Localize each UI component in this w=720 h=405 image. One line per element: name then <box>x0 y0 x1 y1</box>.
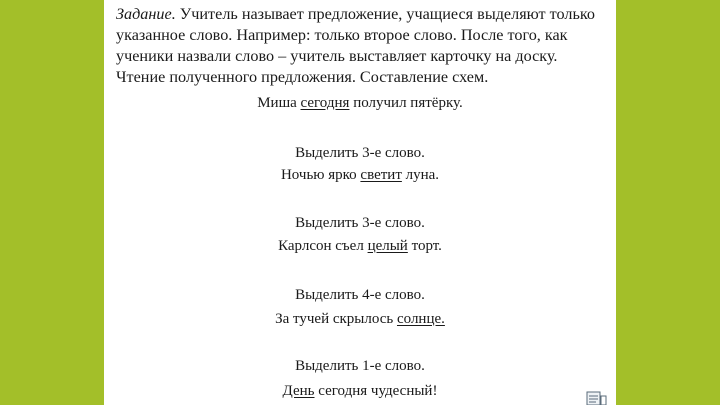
example-sentence-4: За тучей скрылось солнце. <box>275 311 445 327</box>
task-lead: Задание. <box>116 5 176 23</box>
instruction-3: Выделить 3-е слово. <box>295 215 425 231</box>
highlighted-word: целый <box>367 238 408 254</box>
highlighted-word: сегодня <box>300 95 350 111</box>
example-sentence-1: Миша сегодня получил пятёрку. <box>257 95 463 111</box>
example-sentence-2: Ночью ярко светит луна. <box>280 167 440 183</box>
highlighted-word: День <box>282 383 315 399</box>
highlighted-word: светит <box>360 167 402 183</box>
instruction-4: Выделить 4-е слово. <box>295 287 425 303</box>
slide-page <box>104 0 616 405</box>
task-paragraph <box>116 4 610 88</box>
instruction-2: Выделить 3-е слово. <box>295 145 425 161</box>
document-icon <box>585 390 607 405</box>
task-text: Учитель называет предложение, учащиеся выделяют только указанное слово. Например: только второе слово. После того, как ученики назвали слово – учитель выставляет карточку на доску. Чтение полученного предложения. Составление схем. <box>116 5 595 86</box>
example-sentence-5: День сегодня чудесный! <box>282 383 438 399</box>
highlighted-word: солнце. <box>396 311 445 327</box>
instruction-5: Выделить 1-е слово. <box>295 358 425 374</box>
example-sentence-3: Карлсон съел целый торт. <box>278 238 442 254</box>
